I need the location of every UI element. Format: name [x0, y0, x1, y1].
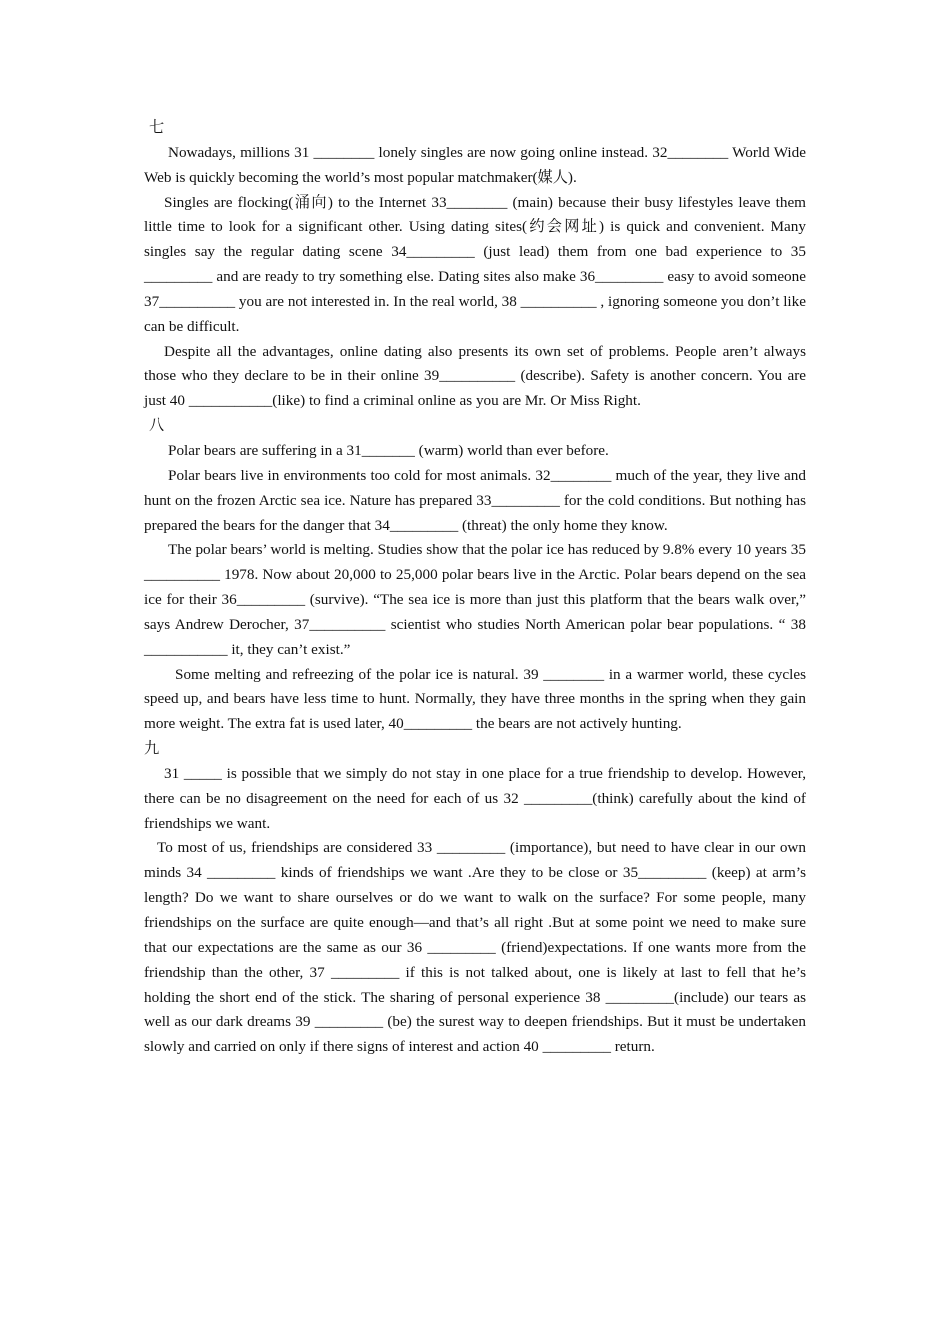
section-heading-8: 八: [149, 417, 165, 435]
paragraph: Singles are flocking(涌向) to the Internet 33________ (main) because their busy lifestyles leave them little time to look for a significant other. Using dating sites(约会网址) is quick and convenient. Many singles say the regular dating scene 34_________ (just lead) them from one bad experience to 35 _________ and are ready to try something else. Dating sites also make 36_________ easy to avoid someone 37__________ you are not interested in. In the real world, 38 __________ , ignoring someone you don’t like can be difficult.: [144, 193, 806, 335]
paragraph: Some melting and refreezing of the polar ice is natural. 39 ________ in a warmer world, these cycles speed up, and bears have less time to hunt. Normally, they have three months in the spring when they gain more weight. The extra fat is used later, 40_________ the bears are not actively hunting.: [144, 665, 806, 733]
section-7: [144, 116, 806, 414]
paragraph: Despite all the advantages, online dating also presents its own set of problems. People aren’t always those who they declare to be in their online 39__________ (describe). Safety is another concern. You are just 40 ___________(like) to find a criminal online as you are Mr. Or Miss Right.: [144, 342, 806, 410]
paragraph: 31 _____ is possible that we simply do not stay in one place for a true friendship to develop. However, there can be no disagreement on the need for each of us 32 _________(think) carefully about the kind of friendships we want.: [144, 764, 806, 832]
paragraph: Nowadays, millions 31 ________ lonely singles are now going online instead. 32________ World Wide Web is quickly becoming the world’s most popular matchmaker(媒人).: [144, 143, 806, 186]
document-page: [144, 116, 806, 1060]
paragraph: Polar bears live in environments too cold for most animals. 32________ much of the year, they live and hunt on the frozen Arctic sea ice. Nature has prepared 33_________ for the cold conditions. But nothing has prepared the bears for the danger that 34_________ (threat) the only home they know.: [144, 466, 806, 534]
section-heading-7: 七: [149, 119, 165, 136]
section-heading-9: 九: [144, 740, 160, 758]
paragraph: To most of us, friendships are considered 33 _________ (importance), but need to have clear in our own minds 34 _________ kinds of friendships we want .Are they to be close or 35_________ (keep) at arm’s length? Do we want to share ourselves or do we want to walk on the surface? For some people, many friendships on the surface are quite enough—and that’s all right .But at some point we need to make sure that our expectations are the same as our 36 _________ (friend)expectations. If one wants more from the friendship than the other, 37 _________ if this is not talked about, one is likely at last to fell that he’s holding the short end of the stick. The sharing of personal experience 38 _________(include) our tears as well as our dark dreams 39 _________ (be) the surest way to deepen friendships. But it must be undertaken slowly and carried on only if there signs of interest and action 40 _________ return.: [144, 839, 806, 1056]
section-8: [144, 414, 806, 737]
paragraph: The polar bears’ world is melting. Studies show that the polar ice has reduced by 9.8% every 10 years 35 __________ 1978. Now about 20,000 to 25,000 polar bears live in the Arctic. Polar bears depend on the sea ice for their 36_________ (survive). “The sea ice is more than just this platform that the bears walk over,” says Andrew Derocher, 37__________ scientist who studies North American polar bear populations. “ 38 ___________ it, they can’t exist.”: [144, 541, 806, 658]
paragraph: Polar bears are suffering in a 31_______ (warm) world than ever before.: [168, 441, 609, 459]
section-9: [144, 737, 806, 1060]
